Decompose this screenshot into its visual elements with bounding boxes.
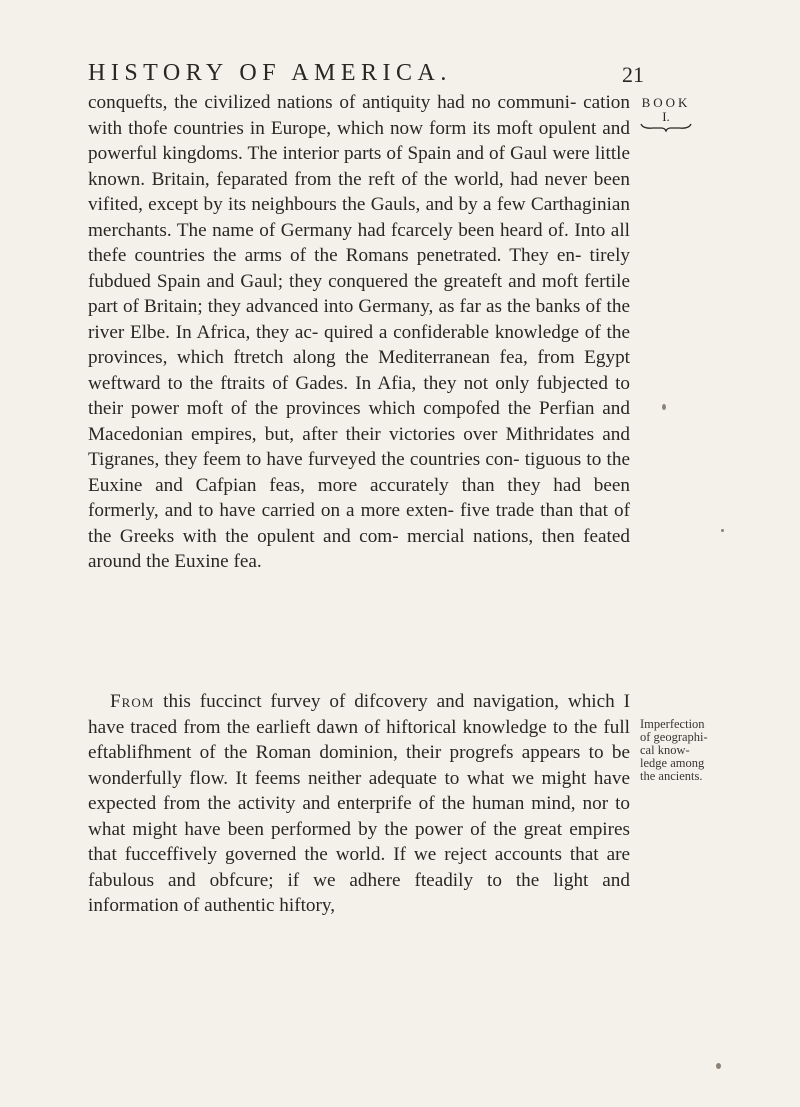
paragraph-2-lead: From [110,691,155,712]
paper-speck [716,1063,721,1069]
marginal-note: Imperfection of geographi- cal know- ledge among the ancients. [640,717,708,783]
paragraph-2 [88,689,630,919]
book-label: BOOK [641,95,691,110]
running-title: HISTORY OF AMERICA. [88,60,452,86]
page-number: 21 [622,62,644,87]
paper-speck [721,529,724,532]
paragraph-1-text: conquefts, the civilized nations of antiquity had no communi- cation with thofe countries in Europe, which now form its moft opulent and powerful kingdoms. The interior parts of Spain and of Gaul were little known. Britain, feparated from the reft of the world, had never been vifited, except by its neighbours the Gauls, and by a few Carthaginian merchants. The name of Germany had fcarcely been heard of. Into all thefe countries the arms of the Romans penetrated. They en- tirely fubdued Spain and Gaul; they conquered the greateft and moft fertile part of Britain; they advanced into Germany, as far as the banks of the river Elbe. In Africa, they ac- quired a confiderable knowledge of the provinces, which ftretch along the Mediterranean fea, from Egypt weftward to the ftraits of Gades. In Afia, they not only fubjected to their power moft of the provinces which compofed the Perfian and Macedonian empires, but, after their victories over Mithridates and Tigranes, they feem to have furveyed the countries con- tiguous to the Euxine and Cafpian feas, more accurately than they had been formerly, and to have carried on a more exten- five trade than that of the Greeks with the opulent and com- mercial nations, then feated around the Euxine fea. [88,92,630,572]
paragraph-1 [88,90,630,575]
book-volume: I. [662,109,670,124]
paragraph-2-body: this fuccinct furvey of difcovery and navigation, which I have traced from the earlieft dawn of hiftorical knowledge to the full eftablifhment of the Roman dominion, their progrefs appears to be wonderfully flow. It feems neither adequate to what we might have expected from the activity and enterprife of the human mind, nor to what might have been performed by the power of the great empires that fucceffively governed the world. If we reject accounts that are fabulous and obfcure; if we adhere fteadily to the light and information of authentic hiftory, [88,691,630,916]
paper-speck [662,404,666,410]
paragraph-2-text [88,689,630,919]
book-marker [636,95,696,132]
